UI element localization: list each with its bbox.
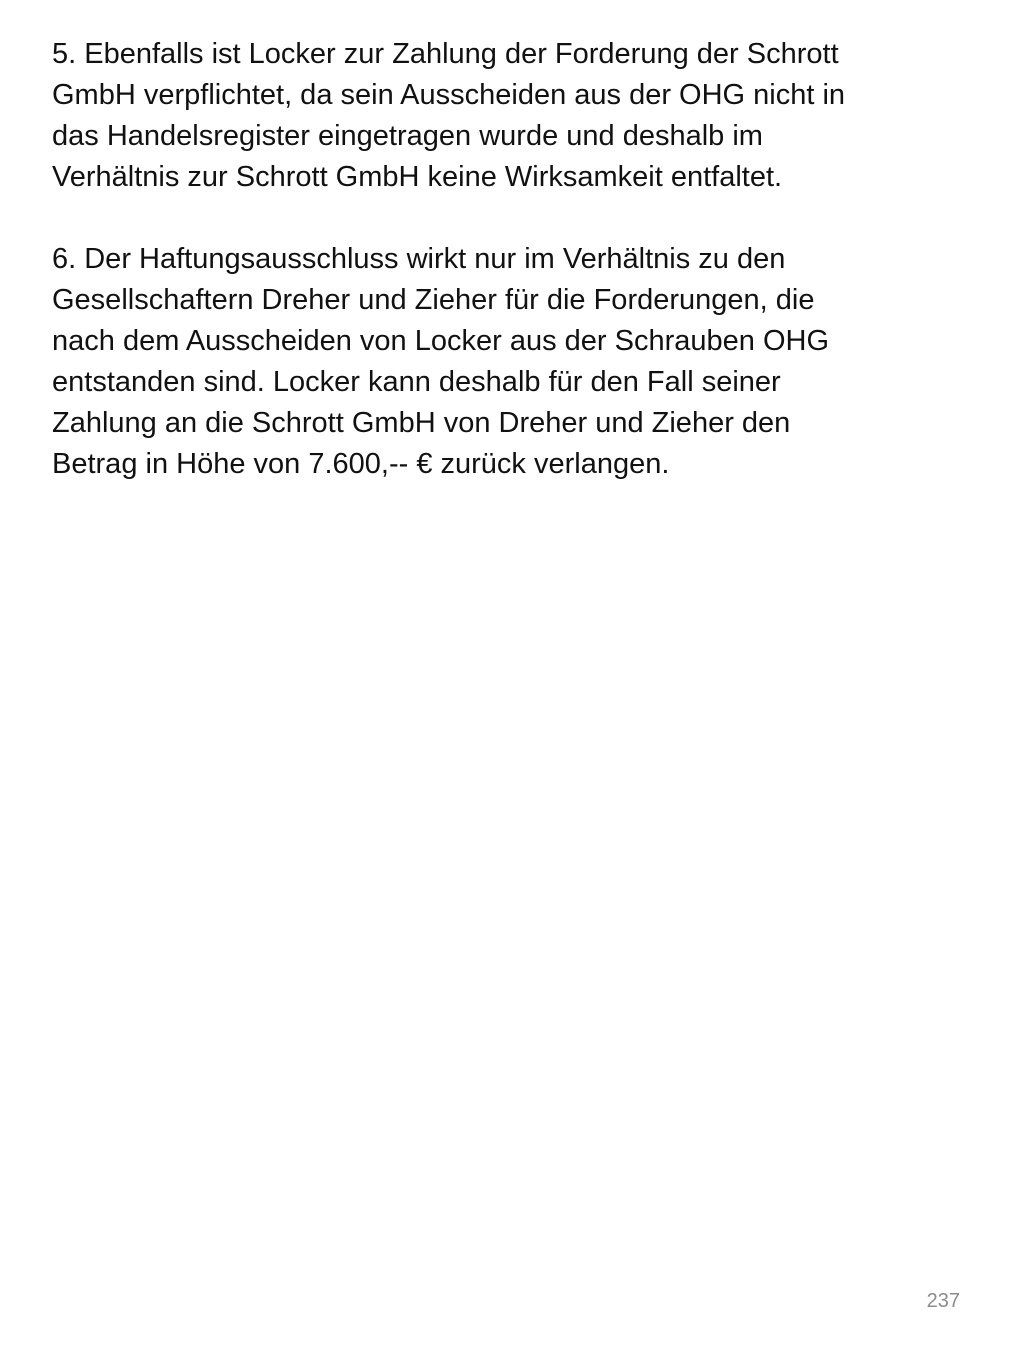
- text-line: das Handelsregister eingetragen wurde und deshalb im: [52, 120, 763, 152]
- text-line: Verhältnis zur Schrott GmbH keine Wirksamkeit entfaltet.: [52, 161, 783, 193]
- text-line: Zahlung an die Schrott GmbH von Dreher und Zieher den: [52, 407, 791, 439]
- paragraph-5: [52, 34, 982, 198]
- paragraph-6: [52, 239, 982, 485]
- slide-body: [52, 34, 982, 485]
- page-number: 237: [926, 1290, 960, 1312]
- text-line: 5. Ebenfalls ist Locker zur Zahlung der Forderung der Schrott: [52, 38, 839, 70]
- text-line: nach dem Ausscheiden von Locker aus der Schrauben OHG: [52, 325, 830, 357]
- text-line: GmbH verpflichtet, da sein Ausscheiden aus der OHG nicht in: [52, 79, 846, 111]
- text-line: 6. Der Haftungsausschluss wirkt nur im Verhältnis zu den: [52, 243, 786, 275]
- text-line: Gesellschaftern Dreher und Zieher für die Forderungen, die: [52, 284, 815, 316]
- text-line: entstanden sind. Locker kann deshalb für den Fall seiner: [52, 366, 781, 398]
- paragraph-spacer: [52, 198, 982, 239]
- text-line: Betrag in Höhe von 7.600,-- € zurück verlangen.: [52, 448, 670, 480]
